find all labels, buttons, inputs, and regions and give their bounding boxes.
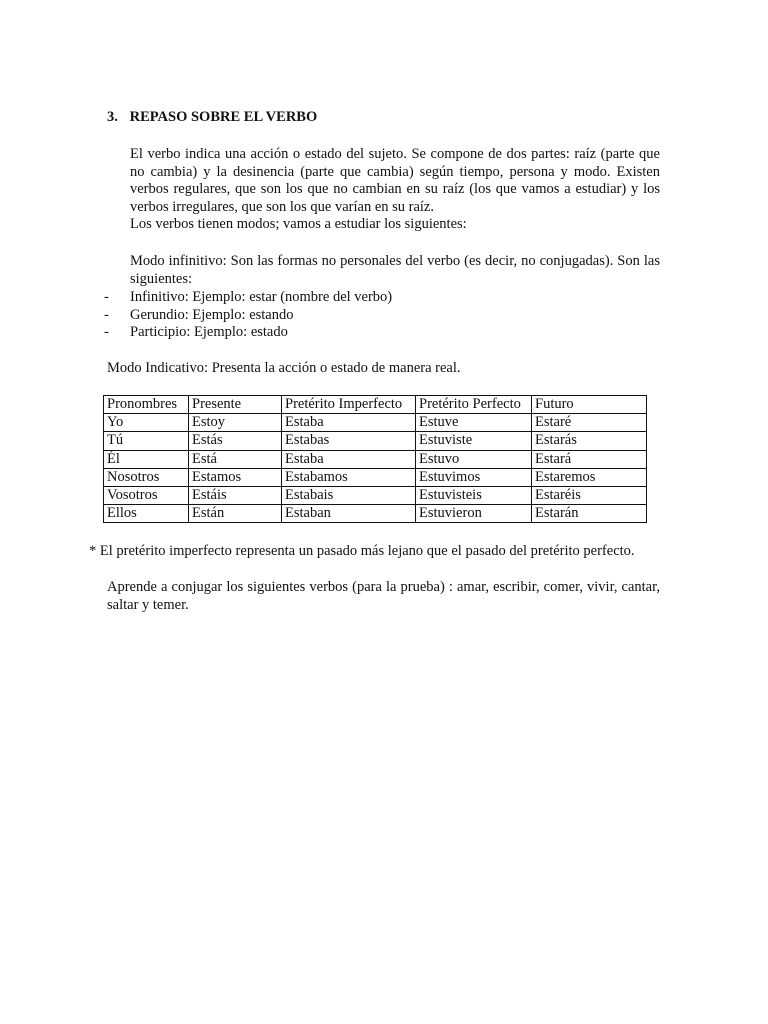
table-header-row [104, 396, 647, 414]
table-cell: Estoy [189, 414, 282, 432]
table-cell: Estaré [532, 414, 647, 432]
table-cell: Estabas [282, 432, 416, 450]
header-cell: Futuro [532, 396, 647, 414]
table-cell: Estuve [416, 414, 532, 432]
table-cell: Estamos [189, 468, 282, 486]
table-cell: Estuvisteis [416, 486, 532, 504]
list-item [104, 307, 392, 325]
dash-marker: - [104, 324, 109, 341]
intro-paragraph: El verbo indica una acción o estado del sujeto. Se compone de dos partes: raíz (parte que no cambia) y la desinencia (parte que cambia) según tiempo, persona y modo. Existen verbos regulares, que son los que no cambian en su raíz (los que vamos a estudiar) y los verbos irregulares, que son los que varían en su raíz. [130, 146, 660, 215]
table-cell: Estás [189, 432, 282, 450]
list-item-text: Gerundio: Ejemplo: estando [130, 306, 294, 323]
table-row [104, 450, 647, 468]
header-cell: Presente [189, 396, 282, 414]
table-cell: Está [189, 450, 282, 468]
table-cell: Vosotros [104, 486, 189, 504]
table-cell: Estaba [282, 414, 416, 432]
modes-line: Los verbos tienen modos; vamos a estudiar los siguientes: [130, 216, 467, 233]
header-cell: Pretérito Perfecto [416, 396, 532, 414]
list-item [104, 289, 392, 307]
infinitive-list [104, 289, 392, 342]
list-item-text: Participio: Ejemplo: estado [130, 324, 288, 341]
table-cell: Estáis [189, 486, 282, 504]
table-cell: Estará [532, 450, 647, 468]
table-cell: Estaba [282, 450, 416, 468]
table-row [104, 486, 647, 504]
table-cell: Yo [104, 414, 189, 432]
table-cell: Estaréis [532, 486, 647, 504]
dash-marker: - [104, 289, 109, 305]
infinitive-paragraph: Modo infinitivo: Son las formas no personales del verbo (es decir, no conjugadas). Son las siguientes: [130, 253, 660, 287]
table-cell: Estuvieron [416, 505, 532, 523]
list-item-text: Infinitivo: Ejemplo: estar (nombre del verbo) [130, 289, 393, 305]
table-cell: Estuvimos [416, 468, 532, 486]
indicative-paragraph: Modo Indicativo: Presenta la acción o estado de manera real. [107, 360, 461, 376]
table-row [104, 505, 647, 523]
task-paragraph [107, 579, 660, 614]
table-cell: Estabamos [282, 468, 416, 486]
table-row [104, 432, 647, 450]
section-title: REPASO SOBRE EL VERBO [129, 109, 318, 125]
table-row [104, 468, 647, 486]
header-cell: Pronombres [104, 396, 189, 414]
infinitive-block [130, 253, 660, 288]
table-cell: Estuviste [416, 432, 532, 450]
table-cell: Nosotros [104, 468, 189, 486]
table-cell: Estaban [282, 505, 416, 523]
header-cell: Pretérito Imperfecto [282, 396, 416, 414]
table-row [104, 414, 647, 432]
intro-block [130, 146, 660, 234]
table-cell: Estaremos [532, 468, 647, 486]
table-cell: Están [189, 505, 282, 523]
table-cell: Estarán [532, 505, 647, 523]
conjugation-table [103, 395, 647, 523]
table-cell: Estarás [532, 432, 647, 450]
task-text: Aprende a conjugar los siguientes verbos (para la prueba) : amar, escribir, comer, vivir, cantar, saltar y temer. [107, 579, 660, 613]
list-item [104, 324, 392, 342]
table-cell: Estuvo [416, 450, 532, 468]
section-number: 3. [107, 109, 118, 125]
section-heading [107, 109, 317, 127]
dash-marker: - [104, 306, 109, 323]
footnote: * El pretérito imperfecto representa un pasado más lejano que el pasado del pretérito perfecto. [89, 543, 635, 559]
table-cell: Ellos [104, 505, 189, 523]
table-cell: Tú [104, 432, 189, 450]
table-cell: Estabais [282, 486, 416, 504]
table-cell: Él [104, 450, 189, 468]
